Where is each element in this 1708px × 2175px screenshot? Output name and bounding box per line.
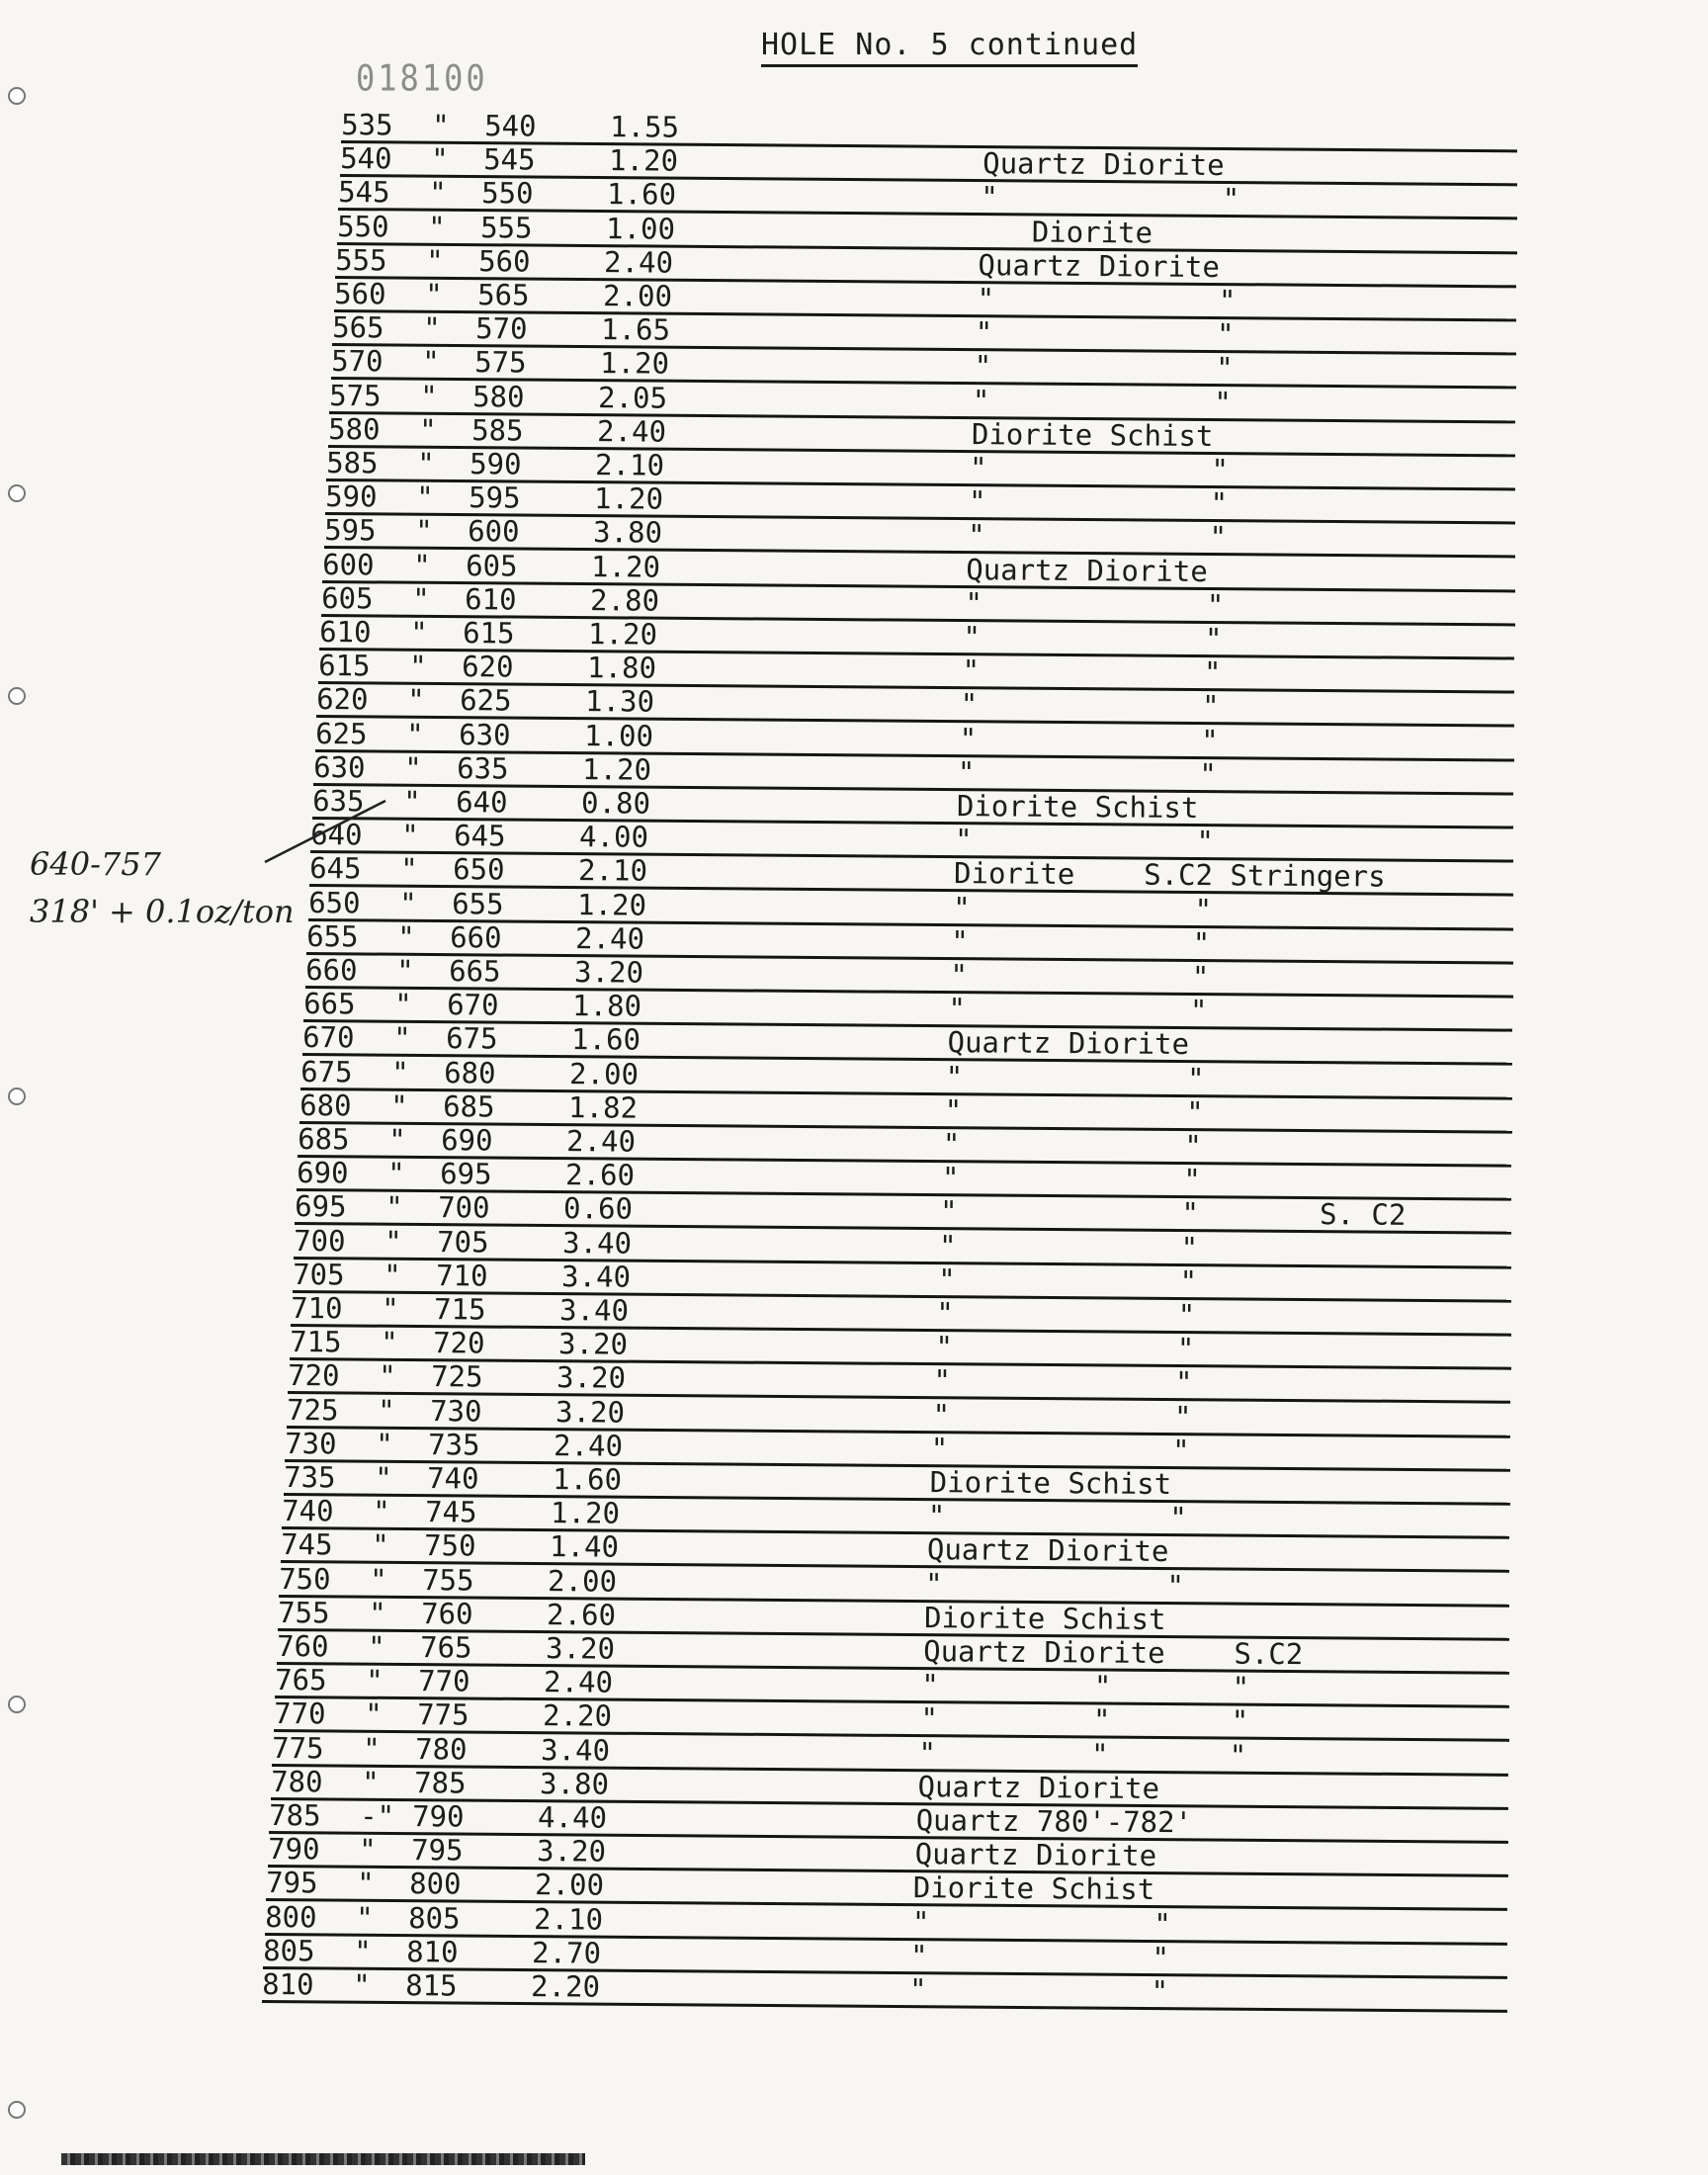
- assay-value: 2.40: [604, 244, 674, 280]
- to-depth: 730: [429, 1393, 482, 1429]
- to-depth: 570: [475, 311, 528, 346]
- from-depth: 540: [339, 141, 392, 176]
- rock-description: " " ": [919, 1701, 1248, 1739]
- assay-value: 2.40: [575, 920, 645, 956]
- from-depth: 560: [333, 277, 386, 311]
- from-depth: 630: [313, 749, 367, 785]
- to-depth: 745: [425, 1495, 478, 1529]
- rock-description: Diorite Schist: [929, 1465, 1172, 1502]
- assay-value: 1.20: [582, 751, 652, 787]
- from-depth: 575: [329, 378, 383, 413]
- rock-description: " " S. C2: [940, 1194, 1408, 1233]
- rock-description: Diorite S.C2 Stringers: [953, 856, 1386, 894]
- from-depth: 805: [263, 1933, 316, 1968]
- rock-description: " " ": [921, 1668, 1250, 1704]
- from-depth: 570: [330, 344, 384, 379]
- ditto-mark: ": [423, 310, 442, 346]
- to-depth: 660: [450, 919, 502, 955]
- from-depth: 780: [270, 1764, 323, 1799]
- to-depth: 720: [432, 1326, 485, 1360]
- assay-value: 0.60: [563, 1191, 634, 1227]
- to-depth: 805: [407, 1900, 461, 1936]
- to-depth: 555: [479, 210, 533, 245]
- from-depth: 765: [275, 1663, 327, 1697]
- ditto-mark: ": [429, 176, 447, 211]
- rock-description: " ": [944, 1092, 1204, 1129]
- rock-description: " ": [970, 451, 1230, 487]
- ditto-mark: -": [360, 1798, 395, 1833]
- to-depth: 565: [476, 278, 530, 312]
- from-depth: 610: [319, 615, 372, 650]
- to-depth: 700: [438, 1190, 491, 1225]
- ditto-mark: ": [355, 1900, 374, 1935]
- to-depth: 680: [444, 1055, 496, 1090]
- from-depth: 790: [267, 1832, 320, 1867]
- from-depth: 580: [327, 411, 381, 447]
- to-depth: 675: [445, 1021, 498, 1056]
- to-depth: 615: [463, 616, 515, 651]
- to-depth: 645: [454, 819, 507, 853]
- assay-value: 2.40: [566, 1124, 637, 1159]
- from-depth: 600: [322, 547, 375, 582]
- assay-value: 1.20: [608, 143, 678, 178]
- to-depth: 750: [423, 1528, 476, 1563]
- to-depth: 760: [421, 1596, 473, 1631]
- rock-description: Quartz Diorite: [947, 1025, 1189, 1062]
- assay-value: 2.80: [589, 582, 659, 618]
- to-depth: 725: [431, 1359, 483, 1394]
- ditto-mark: ": [418, 412, 437, 447]
- assay-value: 1.20: [594, 481, 664, 516]
- from-depth: 565: [332, 310, 384, 345]
- to-depth: 795: [410, 1833, 464, 1868]
- ditto-mark: ": [407, 683, 426, 718]
- ditto-mark: ": [354, 1934, 373, 1968]
- assay-value: 3.20: [557, 1327, 628, 1361]
- from-depth: 545: [338, 175, 390, 210]
- rock-description: " ": [941, 1161, 1201, 1197]
- ditto-mark: ": [397, 919, 415, 954]
- rock-description: Diorite Schist: [913, 1870, 1155, 1907]
- to-depth: 695: [439, 1157, 492, 1191]
- ditto-mark: ": [424, 277, 443, 311]
- ditto-mark: ": [383, 1258, 401, 1292]
- to-depth: 770: [418, 1664, 470, 1698]
- from-depth: 810: [262, 1967, 314, 2002]
- assay-value: 2.10: [533, 1901, 604, 1937]
- to-depth: 670: [447, 988, 499, 1022]
- margin-note-line1: 640-757: [30, 845, 161, 883]
- rock-description: Quartz Diorite: [982, 146, 1225, 183]
- ditto-mark: ": [380, 1325, 398, 1360]
- assay-value: 3.40: [560, 1259, 631, 1294]
- ditto-mark: ": [367, 1629, 385, 1664]
- assay-value: 1.60: [552, 1462, 622, 1497]
- rock-description: " ": [911, 1904, 1171, 1941]
- rock-description: Diorite Schist: [971, 416, 1214, 453]
- margin-note-line2: 318' + 0.1oz/ton: [30, 893, 295, 930]
- assay-value: 2.00: [569, 1056, 640, 1091]
- assay-value: 2.10: [595, 448, 665, 482]
- assay-value: 3.40: [562, 1225, 633, 1261]
- assay-value: 4.00: [579, 820, 649, 854]
- rock-description: " ": [974, 349, 1234, 386]
- from-depth: 695: [295, 1189, 348, 1224]
- ditto-mark: ": [373, 1494, 391, 1529]
- assay-value: 3.20: [555, 1394, 625, 1430]
- assay-value: 1.82: [567, 1089, 638, 1125]
- ditto-mark: ": [371, 1528, 389, 1563]
- rock-description: " ": [925, 1566, 1185, 1603]
- to-depth: 560: [478, 243, 531, 279]
- assay-value: 1.65: [601, 312, 671, 347]
- rock-description: " ": [977, 282, 1237, 318]
- rock-description: " ": [973, 383, 1233, 419]
- assay-value: 1.80: [586, 651, 656, 685]
- ditto-mark: ": [377, 1393, 395, 1428]
- ditto-mark: ": [430, 141, 449, 177]
- from-depth: 760: [276, 1629, 329, 1664]
- to-depth: 810: [406, 1934, 460, 1969]
- assay-value: 1.20: [591, 549, 661, 584]
- to-depth: 685: [442, 1088, 495, 1124]
- rock-description: " ": [952, 890, 1212, 926]
- assay-value: 3.80: [592, 515, 662, 551]
- from-depth: 730: [285, 1426, 337, 1461]
- from-depth: 715: [289, 1325, 342, 1359]
- rock-description: " ": [955, 823, 1215, 859]
- rock-description: " ": [943, 1127, 1203, 1164]
- from-depth: 775: [272, 1730, 324, 1766]
- from-depth: 620: [316, 682, 369, 717]
- ditto-mark: ": [358, 1832, 377, 1868]
- ditto-mark: ": [369, 1596, 386, 1630]
- from-depth: 690: [296, 1156, 349, 1190]
- from-depth: 660: [304, 953, 358, 988]
- ditto-mark: ": [420, 379, 439, 413]
- ditto-mark: ": [391, 1055, 410, 1089]
- from-depth: 650: [307, 885, 361, 920]
- rock-description: " " ": [918, 1735, 1247, 1773]
- rock-description: " ": [975, 315, 1235, 352]
- rock-description: " ": [936, 1296, 1196, 1333]
- rock-description: Diorite: [979, 214, 1153, 250]
- ditto-mark: ": [366, 1663, 384, 1698]
- from-depth: 550: [336, 209, 389, 244]
- ditto-mark: ": [392, 1021, 411, 1056]
- to-depth: 655: [451, 886, 504, 921]
- ditto-mark: ": [416, 479, 434, 515]
- to-depth: 630: [458, 717, 511, 752]
- ditto-mark: ": [408, 649, 427, 684]
- punch-hole: [8, 687, 26, 705]
- document-stamp: 018100: [356, 56, 488, 100]
- to-depth: 605: [466, 548, 518, 583]
- assay-value: 3.20: [573, 955, 643, 990]
- rock-description: Diorite Schist: [956, 789, 1199, 826]
- ditto-mark: ": [394, 987, 412, 1022]
- rock-description: " ": [964, 585, 1225, 622]
- ditto-mark: ": [400, 852, 418, 887]
- from-depth: 800: [264, 1899, 317, 1935]
- copy-edge-strip: [61, 2153, 585, 2165]
- rock-description: Quartz Diorite: [978, 247, 1221, 284]
- ditto-mark: ": [384, 1224, 402, 1259]
- assay-value: 3.20: [545, 1631, 615, 1666]
- ditto-mark: ": [398, 886, 417, 920]
- ditto-mark: ": [385, 1190, 404, 1225]
- from-depth: 770: [273, 1696, 326, 1731]
- from-depth: 640: [310, 818, 364, 852]
- to-depth: 625: [460, 683, 512, 718]
- assay-value: 2.20: [542, 1698, 612, 1734]
- from-depth: 605: [320, 580, 374, 616]
- ditto-mark: ": [357, 1867, 376, 1901]
- from-depth: 750: [279, 1561, 332, 1597]
- assay-value: 1.20: [551, 1496, 621, 1530]
- ditto-mark: ": [421, 345, 440, 380]
- to-depth: 580: [472, 379, 526, 414]
- rock-description: " ": [933, 1363, 1193, 1400]
- ditto-mark: ": [382, 1291, 399, 1326]
- from-depth: 590: [325, 479, 378, 514]
- assay-value: 1.30: [585, 684, 655, 720]
- assay-value: 2.10: [578, 853, 648, 889]
- assay-value: 2.60: [564, 1158, 636, 1192]
- ditto-mark: ": [413, 548, 431, 582]
- ditto-mark: ": [361, 1765, 380, 1799]
- to-depth: 585: [470, 412, 524, 448]
- from-depth: 720: [288, 1358, 340, 1393]
- to-depth: 540: [484, 109, 537, 143]
- assay-value: 1.00: [583, 718, 653, 753]
- rock-description: " ": [949, 958, 1210, 995]
- assay-value: 2.05: [598, 380, 668, 415]
- assay-value: 3.20: [556, 1360, 627, 1396]
- page-title: HOLE No. 5 continued: [761, 28, 1138, 67]
- to-depth: 780: [415, 1731, 468, 1767]
- assay-value: 1.80: [572, 989, 642, 1023]
- to-depth: 590: [470, 447, 523, 481]
- to-depth: 710: [435, 1258, 488, 1293]
- assay-value: 1.20: [599, 346, 669, 382]
- ditto-mark: ": [427, 210, 446, 244]
- from-depth: 535: [341, 108, 393, 142]
- rock-description: " ": [959, 721, 1219, 757]
- punch-hole: [8, 2101, 26, 2119]
- rock-description: Quartz Diorite: [917, 1769, 1159, 1805]
- assay-value: 1.00: [605, 211, 675, 246]
- rock-description: " ": [951, 923, 1211, 960]
- to-depth: 705: [437, 1224, 489, 1260]
- rock-description: " ": [958, 754, 1218, 791]
- rock-description: " ": [928, 1499, 1188, 1535]
- rock-description: " ": [948, 992, 1208, 1028]
- assay-value: 2.00: [548, 1563, 618, 1599]
- ditto-mark: ": [370, 1562, 388, 1597]
- to-depth: 545: [482, 142, 536, 177]
- assay-value: 2.40: [596, 413, 667, 449]
- ditto-mark: ": [363, 1731, 381, 1766]
- to-depth: 815: [405, 1968, 458, 2003]
- ditto-mark: ": [353, 1967, 371, 2002]
- from-depth: 700: [294, 1223, 346, 1259]
- assay-value: 0.80: [580, 786, 651, 821]
- rock-description: " ": [937, 1262, 1197, 1298]
- from-depth: 740: [282, 1494, 335, 1528]
- rock-description: Quartz Diorite: [966, 552, 1208, 588]
- from-depth: 645: [309, 851, 362, 886]
- ditto-mark: ": [417, 446, 436, 480]
- from-depth: 635: [311, 784, 365, 819]
- from-depth: 710: [291, 1291, 343, 1326]
- punch-hole: [8, 1088, 26, 1105]
- assay-value: 3.40: [559, 1293, 630, 1328]
- ditto-mark: ": [405, 717, 424, 751]
- from-depth: 705: [292, 1257, 345, 1292]
- from-depth: 585: [326, 446, 380, 480]
- to-depth: 740: [426, 1461, 479, 1496]
- ditto-mark: ": [379, 1359, 396, 1394]
- to-depth: 755: [422, 1562, 475, 1598]
- assay-value: 1.20: [576, 887, 646, 922]
- rock-description: " ": [967, 518, 1227, 555]
- to-depth: 735: [428, 1427, 480, 1462]
- rock-description: " ": [910, 1938, 1170, 1974]
- to-depth: 715: [434, 1292, 486, 1327]
- rock-description: " ": [932, 1397, 1192, 1434]
- to-depth: 690: [441, 1123, 494, 1158]
- punch-hole: [8, 87, 26, 105]
- rock-description: " ": [960, 687, 1220, 724]
- ditto-mark: ": [374, 1460, 392, 1495]
- from-depth: 755: [278, 1595, 330, 1630]
- assay-value: 4.40: [538, 1800, 608, 1835]
- from-depth: 725: [286, 1392, 339, 1428]
- to-depth: 800: [409, 1867, 463, 1901]
- from-depth: 665: [303, 987, 356, 1021]
- rock-description: Quartz Diorite: [926, 1532, 1169, 1569]
- to-depth: 775: [416, 1697, 470, 1732]
- to-depth: 650: [453, 852, 505, 887]
- ditto-mark: ": [402, 784, 421, 819]
- assay-value: 1.40: [549, 1529, 620, 1565]
- to-depth: 665: [448, 954, 501, 989]
- to-depth: 600: [467, 514, 520, 549]
- assay-value: 3.80: [539, 1766, 609, 1801]
- rock-description: Quartz Diorite S.C2: [922, 1634, 1303, 1672]
- from-depth: 625: [314, 716, 368, 751]
- ditto-mark: ": [410, 615, 428, 650]
- assay-value: 2.60: [547, 1597, 617, 1632]
- ditto-mark: ": [395, 953, 414, 988]
- rock-description: " ": [934, 1330, 1195, 1366]
- from-depth: 675: [300, 1054, 353, 1089]
- assay-value: 1.60: [607, 177, 677, 213]
- ditto-mark: ": [388, 1122, 407, 1157]
- rock-description: Quartz Diorite: [914, 1837, 1157, 1873]
- assay-value: 2.70: [532, 1935, 602, 1970]
- assay-value: 2.40: [544, 1665, 614, 1699]
- to-depth: 790: [412, 1799, 465, 1834]
- rock-description: " ": [938, 1228, 1199, 1264]
- rock-description: " ": [981, 180, 1240, 217]
- from-depth: 555: [335, 242, 387, 278]
- rock-description: " ": [963, 620, 1223, 656]
- to-depth: 635: [457, 750, 510, 786]
- rock-description: " ": [908, 1972, 1169, 2009]
- from-depth: 685: [298, 1122, 351, 1157]
- from-depth: 615: [317, 649, 371, 683]
- to-depth: 620: [461, 650, 514, 684]
- from-depth: 735: [283, 1460, 336, 1495]
- ditto-mark: ": [404, 750, 423, 785]
- assay-value: 2.40: [554, 1428, 624, 1463]
- ditto-mark: ": [411, 581, 430, 616]
- rock-description: " ": [945, 1059, 1205, 1095]
- ditto-mark: ": [426, 243, 444, 278]
- to-depth: 640: [455, 785, 508, 820]
- rock-description: " ": [962, 653, 1222, 690]
- ditto-mark: ": [386, 1156, 405, 1191]
- rock-description: " ": [930, 1431, 1190, 1467]
- from-depth: 680: [299, 1088, 352, 1123]
- from-depth: 595: [323, 513, 377, 548]
- to-depth: 785: [413, 1765, 467, 1800]
- ditto-mark: ": [414, 514, 433, 549]
- assay-value: 1.55: [610, 110, 680, 144]
- ditto-mark: ": [364, 1697, 383, 1732]
- from-depth: 745: [280, 1527, 333, 1562]
- ditto-mark: ": [389, 1088, 408, 1123]
- ditto-mark: ": [401, 818, 420, 853]
- assay-value: 1.60: [570, 1022, 640, 1058]
- from-depth: 670: [301, 1020, 355, 1055]
- from-depth: 795: [266, 1866, 319, 1900]
- assay-value: 2.00: [602, 279, 672, 313]
- from-depth: 655: [306, 918, 359, 954]
- assay-value: 3.20: [536, 1834, 606, 1869]
- assay-value: 2.20: [531, 1969, 601, 2004]
- assay-value: 2.00: [535, 1868, 605, 1903]
- to-depth: 595: [469, 480, 521, 515]
- assay-value: 1.20: [588, 617, 658, 652]
- to-depth: 575: [473, 345, 527, 380]
- ditto-mark: ": [376, 1427, 394, 1461]
- rock-description: Quartz 780'-782': [915, 1803, 1193, 1840]
- rock-description: " ": [968, 484, 1229, 521]
- punch-hole: [8, 484, 26, 502]
- punch-hole: [8, 1696, 26, 1713]
- to-depth: 550: [481, 176, 534, 211]
- to-depth: 610: [464, 581, 517, 617]
- assay-value: 3.40: [541, 1732, 611, 1768]
- to-depth: 765: [419, 1630, 472, 1665]
- from-depth: 785: [269, 1798, 321, 1833]
- ditto-mark: ": [432, 108, 450, 142]
- rock-description: Diorite Schist: [923, 1600, 1166, 1636]
